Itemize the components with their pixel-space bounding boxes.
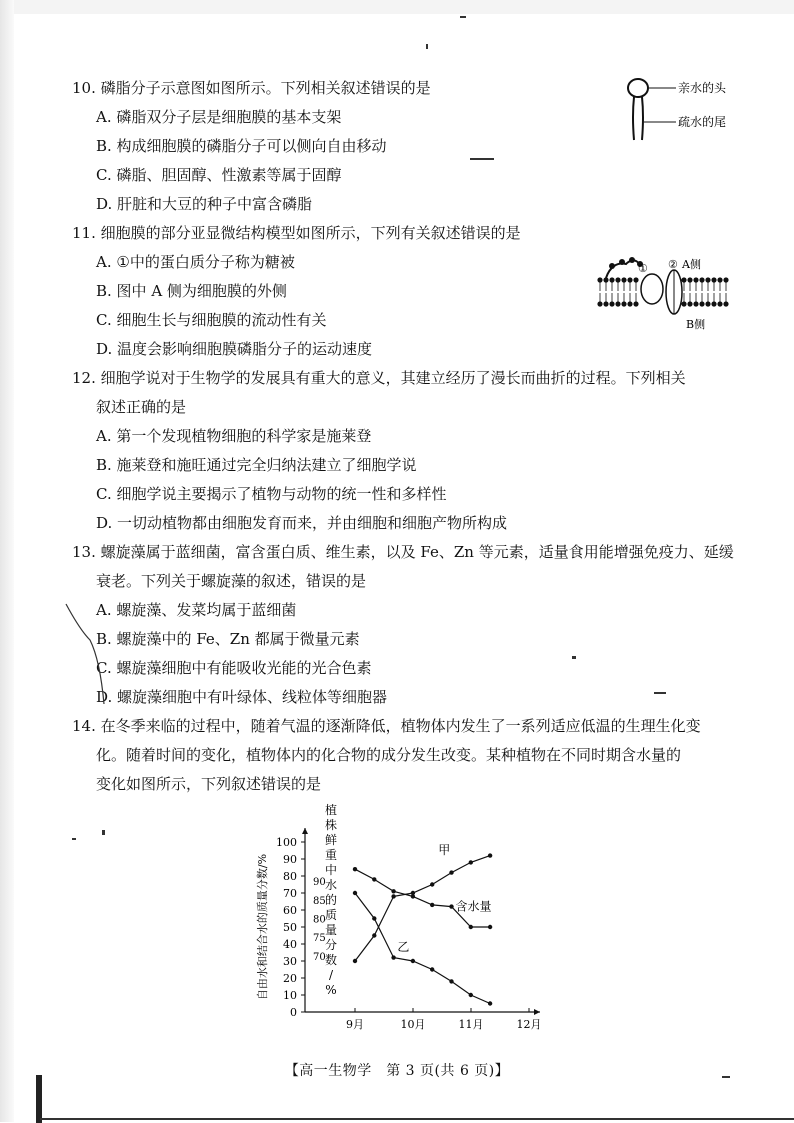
- option-d: D. 温度会影响细胞膜磷脂分子的运动速度: [96, 340, 373, 358]
- data-point: [391, 955, 395, 959]
- tail-label: 疏水的尾: [678, 115, 727, 129]
- option-b: B. 螺旋藻中的 Fe、Zn 都属于微量元素: [96, 630, 360, 648]
- y-tick-label: 50: [283, 921, 297, 934]
- scan-speck: [102, 830, 105, 835]
- option-d: D. 螺旋藻细胞中有叶绿体、线粒体等细胞器: [96, 688, 388, 706]
- data-point: [469, 860, 473, 864]
- cell-membrane-diagram: [592, 252, 732, 332]
- phospholipid-head: [699, 277, 704, 282]
- y-axis-label-right-char: 量: [324, 923, 338, 937]
- inner-y-tick-label: 80: [313, 914, 326, 926]
- scan-speck: [722, 1076, 730, 1078]
- phospholipid-head: [693, 277, 698, 282]
- series-label: 甲: [438, 842, 451, 857]
- hydrophobic-tail-icon: [633, 97, 634, 140]
- data-point: [469, 993, 473, 997]
- phospholipid-head: [633, 277, 638, 282]
- y-tick-label: 30: [283, 955, 297, 968]
- side-a-label: A侧: [682, 258, 701, 271]
- data-point: [488, 853, 492, 857]
- phospholipid-head: [603, 301, 608, 306]
- y-axis-label-right-char: 株: [324, 818, 338, 832]
- y-tick-label: 20: [283, 972, 297, 985]
- data-point: [353, 891, 357, 895]
- question-stem-continued: 化。随着时间的变化，植物体内的化合物的成分发生改变。某种植物在不同时期含水量的: [96, 746, 682, 764]
- data-point: [372, 916, 376, 920]
- option-d: D. 一切动植物都由细胞发育而来，并由细胞和细胞产物所构成: [96, 514, 508, 532]
- question-stem-continued: 叙述正确的是: [96, 398, 187, 416]
- data-point: [469, 925, 473, 929]
- y-axis-label-right-char: 重: [324, 848, 338, 862]
- data-point: [488, 1001, 492, 1005]
- phospholipid-head: [603, 277, 608, 282]
- question-stem-continued: 衰老。下列关于螺旋藻的叙述，错误的是: [96, 572, 367, 590]
- phospholipid-head: [699, 301, 704, 306]
- data-point: [449, 904, 453, 908]
- label-2: ②: [668, 258, 678, 271]
- y-tick-label: 10: [283, 989, 297, 1002]
- phospholipid-head: [717, 277, 722, 282]
- inner-y-tick-label: 85: [313, 895, 326, 907]
- scan-border-top: [0, 0, 794, 14]
- x-tick-label: 12月: [516, 1018, 542, 1031]
- phospholipid-head: [597, 301, 602, 306]
- phospholipid-head: [717, 301, 722, 306]
- option-b: B. 施莱登和施旺通过完全归纳法建立了细胞学说: [96, 456, 417, 474]
- scan-speck: [72, 838, 76, 840]
- inner-y-tick-label: 90: [313, 877, 326, 889]
- question-stem: 14. 在冬季来临的过程中，随着气温的逐渐降低，植物体内发生了一系列适应低温的生理生化变: [72, 717, 701, 735]
- y-tick-label: 100: [276, 836, 297, 849]
- option-b: B. 构成细胞膜的磷脂分子可以侧向自由移动: [96, 137, 387, 155]
- phospholipid-head: [711, 301, 716, 306]
- inner-y-tick-label: 70: [313, 951, 326, 963]
- phospholipid-head: [615, 277, 620, 282]
- y-axis-label-right-char: 的: [324, 893, 338, 907]
- data-point: [372, 933, 376, 937]
- y-axis-label-right-char: %: [325, 983, 337, 997]
- phospholipid-head: [681, 301, 686, 306]
- scan-speck: [460, 16, 466, 18]
- hydrophilic-head-icon: [628, 79, 648, 97]
- phospholipid-head: [615, 301, 620, 306]
- y-tick-label: 40: [283, 938, 297, 951]
- phospholipid-head: [621, 277, 626, 282]
- scan-border-left: [0, 0, 14, 1122]
- option-c: C. 螺旋藻细胞中有能吸收光能的光合色素: [96, 659, 372, 677]
- y-tick-label: 0: [290, 1006, 297, 1019]
- y-tick-label: 90: [283, 853, 297, 866]
- phospholipid-diagram: [620, 76, 770, 146]
- phospholipid-head: [627, 277, 632, 282]
- option-c: C. 磷脂、胆固醇、性激素等属于固醇: [96, 166, 342, 184]
- page-bottom-rule: [40, 1118, 794, 1120]
- option-a: A. 第一个发现植物细胞的科学家是施莱登: [96, 427, 372, 445]
- x-tick-label: 9月: [346, 1018, 364, 1031]
- phospholipid-head: [705, 277, 710, 282]
- phospholipid-head: [687, 277, 692, 282]
- phospholipid-head: [681, 277, 686, 282]
- y-axis-label-right-char: 中: [324, 863, 338, 877]
- scan-speck: [426, 44, 428, 49]
- y-axis-label-left: 自由水和结合水的质量分数/%: [256, 853, 269, 1001]
- phospholipid-head: [621, 301, 626, 306]
- option-c: C. 细胞学说主要揭示了植物与动物的统一性和多样性: [96, 485, 447, 503]
- data-point: [430, 967, 434, 971]
- data-point: [449, 979, 453, 983]
- option-b: B. 图中 A 侧为细胞膜的外侧: [96, 282, 287, 300]
- data-point: [411, 894, 415, 898]
- phospholipid-head: [705, 301, 710, 306]
- data-point: [411, 959, 415, 963]
- data-point: [488, 925, 492, 929]
- option-a: A. 螺旋藻、发菜均属于蓝细菌: [96, 601, 297, 619]
- phospholipid-head: [609, 301, 614, 306]
- option-a: A. ①中的蛋白质分子称为糖被: [96, 253, 295, 271]
- phospholipid-head: [627, 301, 632, 306]
- question-stem-continued: 变化如图所示，下列叙述错误的是: [96, 775, 322, 793]
- phospholipid-head: [633, 301, 638, 306]
- side-b-label: B侧: [686, 318, 706, 331]
- option-c: C. 细胞生长与细胞膜的流动性有关: [96, 311, 327, 329]
- label-1: ①: [638, 262, 648, 275]
- y-axis-label-right-char: 质: [324, 908, 338, 922]
- data-point: [430, 882, 434, 886]
- phospholipid-head: [711, 277, 716, 282]
- option-d: D. 肝脏和大豆的种子中富含磷脂: [96, 195, 313, 213]
- question-stem: 11. 细胞膜的部分亚显微结构模型如图所示，下列有关叙述错误的是: [72, 224, 521, 242]
- data-point: [372, 877, 376, 881]
- data-point: [449, 870, 453, 874]
- series-label: 含水量: [455, 899, 492, 914]
- question-stem: 12. 细胞学说对于生物学的发展具有重大的意义，其建立经历了漫长而曲折的过程。下列相关: [72, 369, 686, 387]
- y-axis-arrow-icon: [302, 828, 308, 834]
- pencil-mark: [60, 600, 120, 710]
- question-stem: 10. 磷脂分子示意图如图所示。下列相关叙述错误的是: [72, 79, 431, 97]
- y-tick-label: 80: [283, 870, 297, 883]
- y-tick-label: 70: [283, 887, 297, 900]
- y-axis-label-right-char: 鲜: [324, 833, 338, 847]
- data-point: [391, 889, 395, 893]
- phospholipid-head: [723, 277, 728, 282]
- membrane-protein-icon: [641, 274, 663, 304]
- x-tick-label: 10月: [400, 1018, 426, 1031]
- x-tick-label: 11月: [458, 1018, 484, 1031]
- data-point: [353, 867, 357, 871]
- option-a: A. 磷脂双分子层是细胞膜的基本支架: [96, 108, 342, 126]
- scan-speck: [470, 158, 494, 160]
- y-axis-label-right-char: 数: [324, 953, 338, 967]
- data-point: [353, 959, 357, 963]
- scan-crease-mark: [36, 1075, 42, 1123]
- y-axis-label-right-char: 分: [324, 938, 338, 952]
- page-footer: 【高一生物学 第 3 页(共 6 页)】: [284, 1063, 510, 1079]
- inner-y-tick-label: 75: [313, 933, 326, 945]
- phospholipid-head: [693, 301, 698, 306]
- scan-speck: [654, 692, 666, 694]
- phospholipid-head: [687, 301, 692, 306]
- phospholipid-head: [609, 277, 614, 282]
- series-label: 乙: [397, 940, 410, 954]
- question-stem: 13. 螺旋藻属于蓝细菌，富含蛋白质、维生素，以及 Fe、Zn 等元素，适量食用能增强免疫力、延缓: [72, 543, 734, 561]
- phospholipid-head: [597, 277, 602, 282]
- data-point: [391, 894, 395, 898]
- water-content-chart: [250, 800, 550, 1040]
- scan-speck: [572, 656, 576, 659]
- y-axis-label-right-char: 水: [324, 878, 338, 892]
- y-tick-label: 60: [283, 904, 297, 917]
- x-axis-arrow-icon: [534, 1009, 540, 1015]
- y-axis-label-right-char: 植: [324, 803, 338, 817]
- head-label: 亲水的头: [678, 81, 727, 95]
- data-point: [430, 903, 434, 907]
- phospholipid-head: [723, 301, 728, 306]
- y-axis-label-right-char: /: [328, 968, 334, 982]
